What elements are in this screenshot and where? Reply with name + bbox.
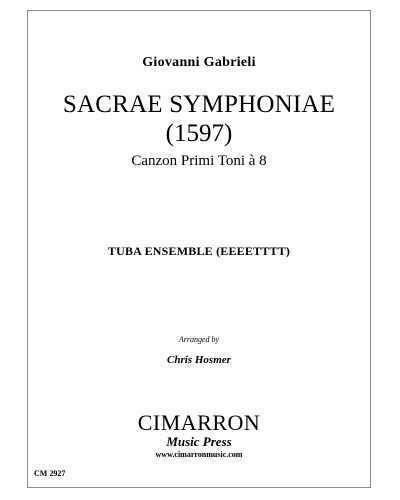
arranged-by-label: Arranged by bbox=[178, 335, 220, 344]
composer-name: Giovanni Gabrieli bbox=[142, 55, 256, 70]
work-subtitle: Canzon Primi Toni à 8 bbox=[131, 153, 267, 169]
publisher-name: CIMARRON bbox=[137, 410, 261, 435]
arranger-name: Chris Hosmer bbox=[167, 354, 231, 366]
score-cover-page bbox=[27, 10, 371, 488]
work-title: SACRAE SYMPHONIAE bbox=[62, 91, 336, 118]
publisher-url: www.cimarronmusic.com bbox=[155, 450, 243, 459]
catalog-number: CM 2927 bbox=[34, 469, 66, 478]
publisher-subtitle: Music Press bbox=[166, 434, 232, 449]
publisher-logo bbox=[28, 411, 370, 461]
work-year: (1597) bbox=[165, 120, 233, 147]
ensemble-label: TUBA ENSEMBLE (EEEETTTT) bbox=[107, 244, 291, 258]
